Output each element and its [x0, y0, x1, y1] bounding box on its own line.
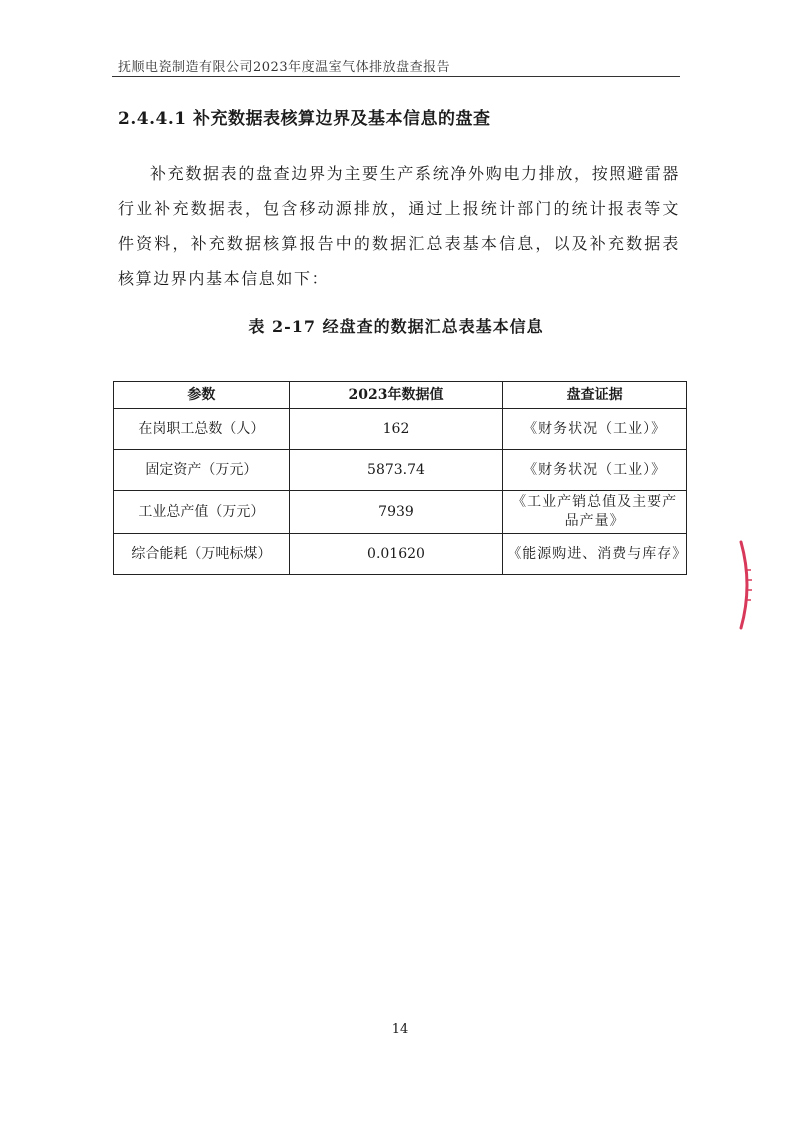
value-cell: 7939 — [289, 491, 503, 534]
evidence-cell: 《能源购进、消费与库存》 — [503, 534, 687, 575]
page-number: 14 — [391, 1022, 409, 1037]
data-summary-table — [113, 381, 687, 575]
param-cell: 在岗职工总数（人） — [114, 409, 290, 450]
param-cell: 工业总产值（万元） — [114, 491, 290, 534]
section-heading: 2.4.4.1 补充数据表核算边界及基本信息的盘查 — [118, 109, 491, 129]
column-header-param: 参数 — [114, 382, 290, 409]
value-cell: 162 — [289, 409, 503, 450]
table-row — [114, 409, 687, 450]
value-cell: 0.01620 — [289, 534, 503, 575]
table-header-row — [114, 382, 687, 409]
value-cell: 5873.74 — [289, 450, 503, 491]
column-header-value: 2023年数据值 — [289, 382, 503, 409]
evidence-cell: 《工业产销总值及主要产品产量》 — [503, 491, 687, 534]
table-caption: 表 2-17 经盘查的数据汇总表基本信息 — [248, 317, 544, 336]
table-row — [114, 491, 687, 534]
column-header-evidence: 盘查证据 — [503, 382, 687, 409]
header-divider — [112, 76, 680, 77]
evidence-cell: 《财务状况（工业）》 — [503, 409, 687, 450]
param-cell: 固定资产（万元） — [114, 450, 290, 491]
table-row — [114, 450, 687, 491]
page-header: 抚顺电瓷制造有限公司2023年度温室气体排放盘查报告 — [118, 60, 451, 75]
seal-stamp-icon — [738, 540, 754, 630]
evidence-cell: 《财务状况（工业）》 — [503, 450, 687, 491]
param-cell: 综合能耗（万吨标煤） — [114, 534, 290, 575]
table-row — [114, 534, 687, 575]
body-paragraph: 补充数据表的盘查边界为主要生产系统净外购电力排放，按照避雷器行业补充数据表，包含移动源排放，通过上报统计部门的统计报表等文件资料，补充数据核算报告中的数据汇总表基本信息，以及补充数据表核算边界内基本信息如下： — [118, 164, 680, 288]
